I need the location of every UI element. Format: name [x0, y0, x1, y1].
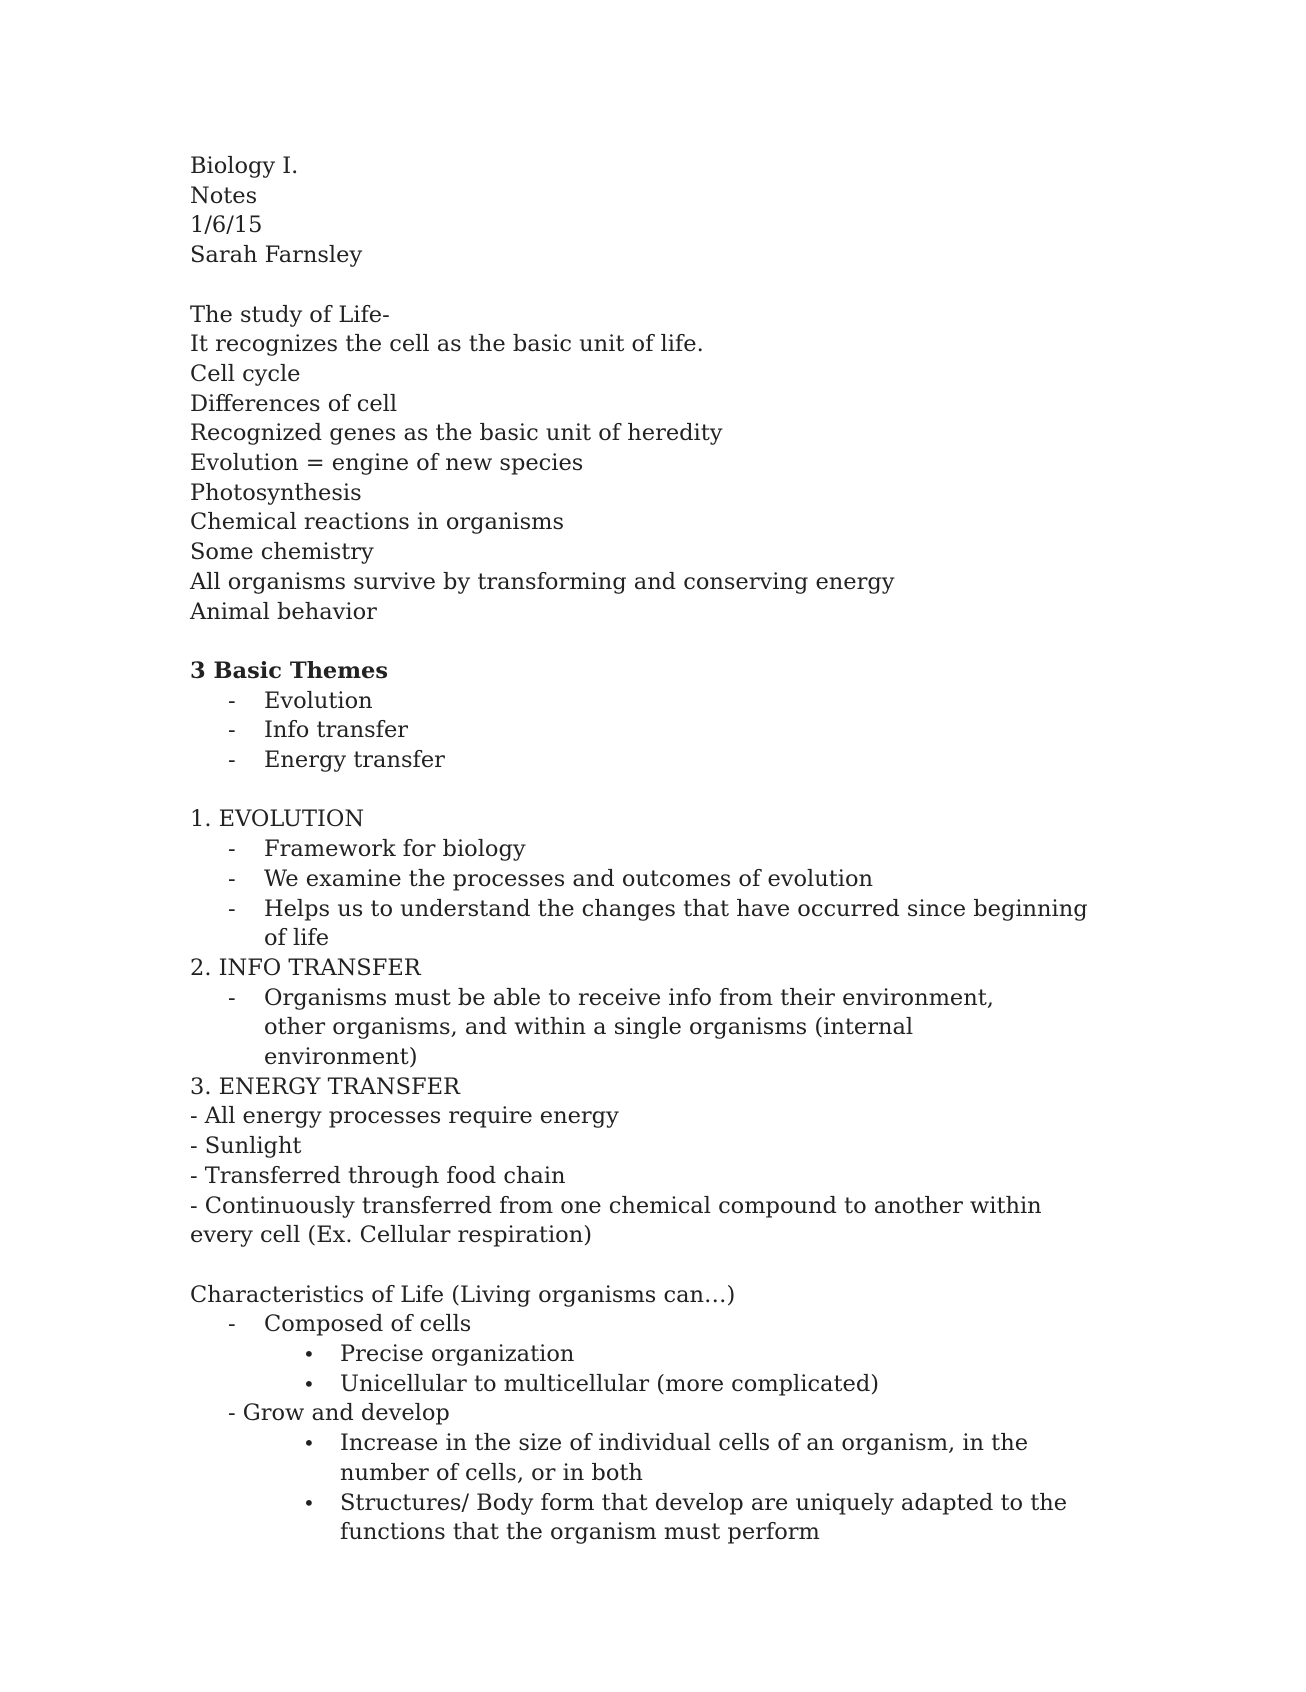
- intro-line: Photosynthesis: [190, 479, 362, 506]
- intro-line: Differences of cell: [190, 390, 398, 417]
- spacer: [190, 627, 1110, 657]
- dash-marker: -: [228, 895, 236, 922]
- characteristics-section: [190, 1281, 1110, 1548]
- doc-date: 1/6/15: [190, 212, 263, 239]
- bullet-marker: •: [303, 1371, 315, 1396]
- intro-line: It recognizes the cell as the basic unit of life.: [190, 331, 704, 358]
- list-item: [190, 1310, 1110, 1340]
- list-item: [190, 1340, 1110, 1370]
- characteristic-bullet: Unicellular to multicellular (more complicated): [340, 1370, 880, 1397]
- header-block: [190, 152, 1110, 271]
- evolution-item: Helps us to understand the changes that have occurred since beginning of life: [264, 895, 1088, 952]
- dash-marker: -: [228, 836, 236, 863]
- intro-line: The study of Life-: [190, 301, 390, 328]
- info-transfer-heading: 2. INFO TRANSFER: [190, 954, 421, 981]
- list-item: [190, 746, 1110, 776]
- intro-line: Recognized genes as the basic unit of heredity: [190, 420, 723, 447]
- list-item: [190, 716, 1110, 746]
- list-item: [190, 1429, 1110, 1488]
- document-page: [190, 152, 1110, 1548]
- theme-item: Evolution: [264, 687, 373, 714]
- intro-block: [190, 301, 1110, 628]
- intro-line: All organisms survive by transforming and conserving energy: [190, 568, 895, 595]
- dash-marker: -: [228, 687, 236, 714]
- dash-marker: -: [228, 717, 236, 744]
- theme-item: Energy transfer: [264, 747, 445, 774]
- evolution-section: [190, 805, 1110, 954]
- evolution-item: We examine the processes and outcomes of evolution: [264, 865, 873, 892]
- list-item: [190, 865, 1110, 895]
- list-item: [190, 1370, 1110, 1400]
- energy-item: - Continuously transferred from one chemical compound to another within every cell (Ex. Cellular respiration): [190, 1192, 1042, 1249]
- spacer: [190, 776, 1110, 806]
- list-item: [190, 835, 1110, 865]
- characteristics-heading: Characteristics of Life (Living organisms can…): [190, 1281, 736, 1308]
- energy-item: - All energy processes require energy: [190, 1103, 619, 1130]
- doc-type: Notes: [190, 182, 258, 209]
- characteristic-bullet: Increase in the size of individual cells of an organism, in the number of cells, or in both: [340, 1430, 1029, 1486]
- characteristic-bullet: Structures/ Body form that develop are uniquely adapted to the functions that the organism must perform: [340, 1489, 1068, 1546]
- intro-line: Cell cycle: [190, 360, 301, 387]
- themes-section: [190, 657, 1110, 776]
- characteristic-label: Composed of cells: [264, 1311, 472, 1338]
- spacer: [190, 1251, 1110, 1281]
- dash-marker: -: [228, 865, 236, 892]
- bullet-marker: •: [303, 1490, 315, 1515]
- course-title: Biology I.: [190, 153, 299, 179]
- themes-heading: 3 Basic Themes: [190, 657, 389, 684]
- characteristic-label: - Grow and develop: [228, 1400, 450, 1427]
- characteristic-bullet: Precise organization: [340, 1341, 575, 1368]
- energy-item: - Transferred through food chain: [190, 1162, 566, 1189]
- theme-item: Info transfer: [264, 717, 409, 744]
- author-name: Sarah Farnsley: [190, 242, 363, 269]
- evolution-item: Framework for biology: [264, 836, 526, 863]
- bullet-marker: •: [303, 1342, 315, 1367]
- evolution-heading: 1. EVOLUTION: [190, 806, 365, 833]
- dash-marker: -: [228, 984, 236, 1011]
- spacer: [190, 271, 1110, 301]
- energy-transfer-heading: 3. ENERGY TRANSFER: [190, 1073, 460, 1100]
- intro-line: Animal behavior: [190, 598, 377, 625]
- energy-transfer-section: [190, 1073, 1110, 1251]
- dash-marker: -: [228, 747, 236, 774]
- list-item: [190, 895, 1110, 954]
- info-transfer-section: [190, 954, 1110, 1073]
- intro-line: Chemical reactions in organisms: [190, 509, 565, 536]
- list-item: [190, 687, 1110, 717]
- intro-line: Evolution = engine of new species: [190, 450, 584, 477]
- list-item: [190, 1489, 1110, 1548]
- dash-marker: -: [228, 1311, 236, 1338]
- energy-item: - Sunlight: [190, 1133, 302, 1160]
- intro-line: Some chemistry: [190, 539, 374, 566]
- list-item: [190, 984, 1110, 1073]
- info-transfer-item: Organisms must be able to receive info from their environment, other organisms, and within a single organisms (internal environment): [264, 984, 994, 1071]
- bullet-marker: •: [303, 1431, 315, 1456]
